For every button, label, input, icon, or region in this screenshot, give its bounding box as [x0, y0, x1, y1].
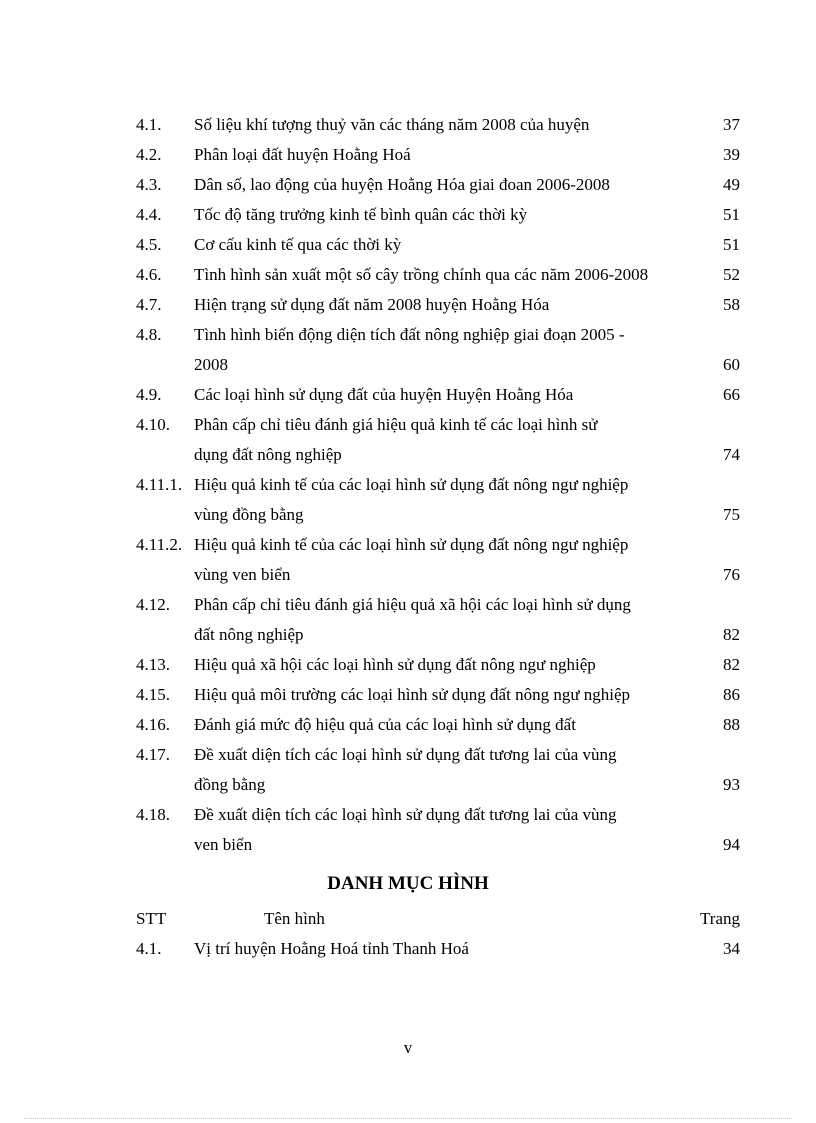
table-title: Hiệu quả môi trường các loại hình sử dụng đất nông ngư nghiệp: [194, 685, 631, 704]
table-title: vùng ven biển: [194, 565, 291, 584]
table-number: 4.4.: [136, 205, 162, 224]
table-entry: [136, 260, 740, 290]
table-title: Hiệu quả kinh tế của các loại hình sử dụng đất nông ngư nghiệp: [194, 475, 629, 494]
table-entry: [136, 200, 740, 230]
table-page: 66: [723, 385, 740, 404]
table-entry: [136, 410, 740, 470]
header-page: Trang: [700, 909, 740, 928]
table-title: Cơ cấu kinh tế qua các thời kỳ: [194, 235, 402, 254]
table-number: 4.15.: [136, 685, 170, 704]
table-title: Phân loại đất huyện Hoằng Hoá: [194, 145, 411, 164]
table-number: 4.13.: [136, 655, 170, 674]
table-title: đồng bằng: [194, 775, 266, 794]
table-title: ven biển: [194, 835, 253, 854]
figures-heading: DANH MỤC HÌNH: [327, 873, 489, 894]
table-number: 4.10.: [136, 415, 170, 434]
table-page: 52: [723, 265, 740, 284]
table-number: 4.1.: [136, 115, 162, 134]
table-title: Các loại hình sử dụng đất của huyện Huyện Hoằng Hóa: [194, 385, 574, 404]
table-title: 2008: [194, 355, 228, 374]
table-page: 82: [723, 625, 740, 644]
table-page: 37: [723, 115, 740, 134]
page-number: v: [403, 1038, 413, 1057]
table-page: 51: [723, 205, 740, 224]
table-page: [700, 320, 740, 350]
figure-entry: [136, 934, 740, 964]
table-title: Dân số, lao động của huyện Hoằng Hóa giai đoan 2006-2008: [194, 175, 610, 194]
table-title: Đề xuất diện tích các loại hình sử dụng đất tương lai của vùng: [194, 805, 617, 824]
table-title: Tình hình sản xuất một số cây trồng chính qua các năm 2006-2008: [194, 265, 649, 284]
table-list: [136, 110, 740, 860]
table-entry: [136, 290, 740, 320]
table-title: dụng đất nông nghiệp: [194, 445, 342, 464]
figure-list-header: [136, 904, 740, 934]
table-title: vùng đồng bằng: [194, 505, 304, 524]
figure-page: 34: [723, 939, 740, 958]
table-entry: [136, 470, 740, 530]
table-entry: [136, 110, 740, 140]
table-entry: [136, 740, 740, 800]
table-page: 76: [723, 565, 740, 584]
header-stt: STT: [136, 909, 167, 928]
table-entry: [136, 590, 740, 650]
table-page: [700, 590, 740, 620]
table-page: 49: [723, 175, 740, 194]
table-title: Hiện trạng sử dụng đất năm 2008 huyện Hoằng Hóa: [194, 295, 550, 314]
table-page: 82: [723, 655, 740, 674]
table-page: 88: [723, 715, 740, 734]
table-entry: [136, 320, 740, 380]
table-title: Tốc độ tăng trưởng kinh tế bình quân các thời kỳ: [194, 205, 528, 224]
table-entry: [136, 530, 740, 590]
table-entry: [136, 710, 740, 740]
table-page: [700, 740, 740, 770]
table-page: 58: [723, 295, 740, 314]
table-entry: [136, 170, 740, 200]
table-page: 94: [723, 835, 740, 854]
table-entry: [136, 800, 740, 860]
page-border-dotted: [24, 1118, 792, 1119]
table-number: 4.9.: [136, 385, 162, 404]
table-title: Số liệu khí tượng thuỷ văn các tháng năm 2008 của huyện: [194, 115, 590, 134]
table-title: Đánh giá mức độ hiệu quả của các loại hình sử dụng đất: [194, 715, 576, 734]
table-entry: [136, 140, 740, 170]
table-page: [700, 800, 740, 830]
table-number: 4.2.: [136, 145, 162, 164]
table-number: 4.3.: [136, 175, 162, 194]
table-page: 39: [723, 145, 740, 164]
figure-title: Vị trí huyện Hoằng Hoá tỉnh Thanh Hoá: [194, 939, 469, 958]
table-number: 4.6.: [136, 265, 162, 284]
table-number: 4.11.2.: [136, 535, 183, 554]
table-page: 51: [723, 235, 740, 254]
table-number: 4.12.: [136, 595, 170, 614]
figure-list: [136, 904, 740, 964]
table-title: Phân cấp chỉ tiêu đánh giá hiệu quả xã hội các loại hình sử dụng: [194, 595, 631, 614]
table-title: đất nông nghiệp: [194, 625, 304, 644]
table-entry: [136, 680, 740, 710]
table-page: [700, 530, 740, 560]
table-page: 60: [723, 355, 740, 374]
table-title: Hiệu quả kinh tế của các loại hình sử dụng đất nông ngư nghiệp: [194, 535, 629, 554]
table-title: Phân cấp chỉ tiêu đánh giá hiệu quả kinh tế các loại hình sử: [194, 415, 598, 434]
table-number: 4.7.: [136, 295, 162, 314]
table-entry: [136, 230, 740, 260]
table-number: 4.11.1.: [136, 475, 183, 494]
table-page: 74: [723, 445, 740, 464]
header-name: Tên hình: [264, 909, 325, 928]
table-title: Hiệu quả xã hội các loại hình sử dụng đất nông ngư nghiệp: [194, 655, 596, 674]
table-entry: [136, 380, 740, 410]
table-page: [700, 410, 740, 440]
figure-number: 4.1.: [136, 939, 162, 958]
table-number: 4.18.: [136, 805, 170, 824]
table-page: 93: [723, 775, 740, 794]
table-page: [700, 470, 740, 500]
table-title: Đề xuất diện tích các loại hình sử dụng đất tương lai của vùng: [194, 745, 617, 764]
table-number: 4.5.: [136, 235, 162, 254]
table-title: Tình hình biến động diện tích đất nông nghiệp giai đoạn 2005 -: [194, 325, 625, 344]
table-page: 86: [723, 685, 740, 704]
table-number: 4.16.: [136, 715, 170, 734]
table-page: 75: [723, 505, 740, 524]
table-entry: [136, 650, 740, 680]
table-number: 4.8.: [136, 325, 162, 344]
table-number: 4.17.: [136, 745, 170, 764]
